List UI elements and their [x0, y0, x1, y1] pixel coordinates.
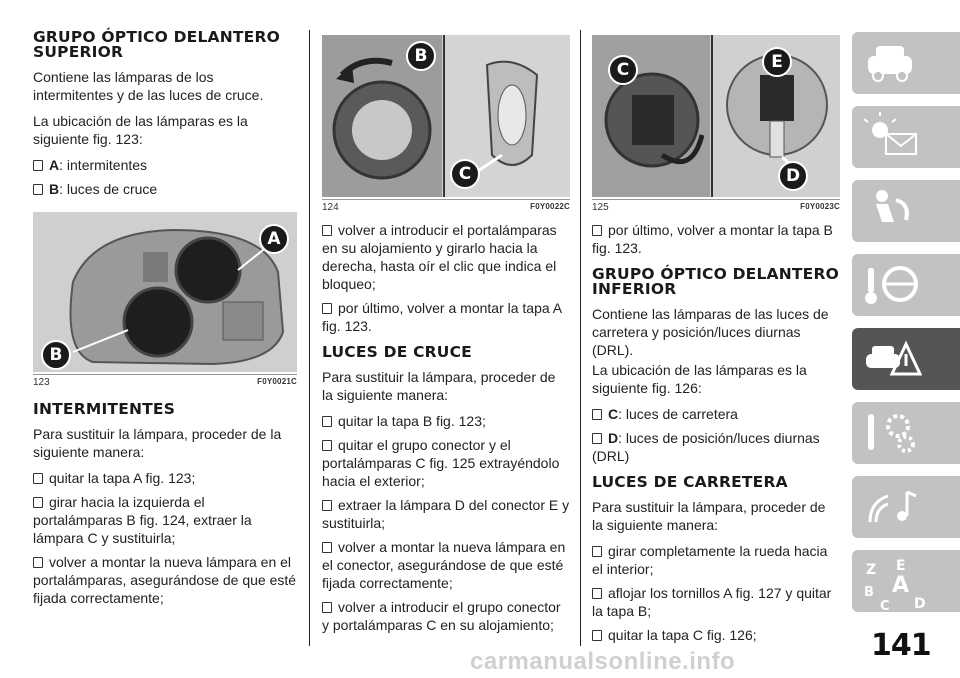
- figure-number: 123: [33, 377, 50, 388]
- watermark: carmanualsonline.info: [470, 648, 736, 675]
- paragraph: La ubicación de las lámparas es la siguiente fig. 126:: [592, 362, 807, 396]
- figure-label-B: B: [41, 340, 71, 370]
- bullet-box-icon: [322, 440, 332, 451]
- figure-code: F0Y0021C: [257, 377, 297, 386]
- legend-item: B: luces de cruce: [33, 180, 297, 198]
- figure-label-D: D: [778, 161, 808, 191]
- figure-caption: [322, 199, 570, 213]
- figure-label-C: C: [608, 55, 638, 85]
- column-3: [592, 35, 840, 650]
- wrench-gears-icon: [862, 408, 922, 458]
- bullet-box-icon: [592, 225, 602, 236]
- step-item: girar hacia la izquierda el portalámparas B fig. 124, extraer la lámpara C y sustituirla;: [33, 494, 252, 546]
- column-divider: [580, 30, 581, 646]
- bullet-box-icon: [592, 409, 602, 420]
- bullet-box-icon: [33, 160, 43, 171]
- svg-text:E: E: [896, 558, 906, 574]
- paragraph: Para sustituir la lámpara, proceder de la siguiente manera:: [33, 426, 282, 460]
- paragraph: Contiene las lámparas de las luces de carretera y posición/luces diurnas (DRL).: [592, 306, 829, 358]
- svg-text:Z: Z: [866, 562, 877, 578]
- tab-multimedia[interactable]: [852, 476, 960, 538]
- section-title-upper-headlamp: GRUPO ÓPTICO DELANTERO SUPERIOR: [33, 28, 280, 61]
- step-item: volver a introducir el grupo conector y portalámparas C en su alojamiento;: [322, 599, 561, 633]
- step-item: volver a introducir el portalámparas en su alojamiento y girarlo hacia la derecha, hasta oír el clic que indica el bloqueo;: [322, 222, 557, 292]
- tab-safety[interactable]: [852, 180, 960, 242]
- key-steering-wheel-icon: [862, 260, 922, 310]
- step-item: por último, volver a montar la tapa A fig. 123.: [322, 300, 562, 334]
- svg-text:B: B: [864, 585, 874, 600]
- paragraph: Para sustituir la lámpara, proceder de la siguiente manera:: [592, 499, 826, 533]
- svg-text:D: D: [914, 596, 926, 612]
- figure-124: [322, 35, 570, 213]
- step-item: extraer la lámpara D del conector E y sustituirla;: [322, 497, 570, 531]
- figure-123: [33, 212, 297, 388]
- step-item: quitar el grupo conector y el portalámparas C fig. 125 extrayéndolo hacia el exterior;: [322, 437, 560, 489]
- column-divider: [309, 30, 310, 646]
- figure-label-C: C: [450, 159, 480, 189]
- tab-warning-lights[interactable]: [852, 106, 960, 168]
- tab-in-an-emergency[interactable]: [852, 328, 960, 390]
- bullet-box-icon: [592, 433, 602, 444]
- column-1: [33, 30, 297, 613]
- chapter-tabs: [852, 32, 960, 617]
- warning-light-message-icon: [862, 112, 922, 162]
- media-satellite-music-icon: [862, 482, 922, 532]
- bullet-box-icon: [322, 416, 332, 427]
- bullet-box-icon: [322, 500, 332, 511]
- tab-index[interactable]: [852, 550, 960, 612]
- seat-airbag-icon: [862, 186, 922, 236]
- page-number: 141: [871, 628, 931, 663]
- paragraph: Contiene las lámparas de los intermitentes y de las luces de cruce.: [33, 69, 264, 103]
- legend-item: C: luces de carretera: [592, 405, 840, 423]
- bullet-box-icon: [322, 602, 332, 613]
- bullet-box-icon: [33, 497, 43, 508]
- bullet-box-icon: [322, 225, 332, 236]
- bulb-holder-illustration: [322, 35, 570, 197]
- figure-code: F0Y0022C: [530, 202, 570, 211]
- connector-image: [592, 35, 840, 197]
- tab-starting-driving[interactable]: [852, 254, 960, 316]
- section-title-lower-headlamp: GRUPO ÓPTICO DELANTERO INFERIOR: [592, 265, 839, 298]
- bullet-box-icon: [322, 303, 332, 314]
- bullet-box-icon: [33, 184, 43, 195]
- legend-item: D: luces de posición/luces diurnas (DRL): [592, 430, 820, 464]
- step-item: quitar la tapa C fig. 126;: [592, 626, 840, 644]
- headlamp-rear-image: [33, 212, 297, 372]
- tab-knowing-your-car[interactable]: [852, 32, 960, 94]
- figure-caption: [33, 374, 297, 388]
- figure-label-A: A: [259, 224, 289, 254]
- step-item: volver a montar la nueva lámpara en el conector, asegurándose de que esté fijada correctamente;: [322, 539, 566, 591]
- figure-label-E: E: [762, 47, 792, 77]
- step-item: girar completamente la rueda hacia el interior;: [592, 543, 828, 577]
- bullet-box-icon: [33, 473, 43, 484]
- paragraph: La ubicación de las lámparas es la siguiente fig. 123:: [33, 113, 248, 147]
- legend-item: A: intermitentes: [33, 156, 297, 174]
- step-item: aflojar los tornillos A fig. 127 y quitar la tapa B;: [592, 585, 832, 619]
- figure-label-B: B: [406, 41, 436, 71]
- bullet-box-icon: [592, 630, 602, 641]
- bulb-holder-image: [322, 35, 570, 197]
- car-breakdown-icon: [862, 334, 922, 384]
- step-item: quitar la tapa A fig. 123;: [33, 469, 297, 487]
- figure-number: 124: [322, 202, 339, 213]
- figure-caption: [592, 199, 840, 213]
- figure-number: 125: [592, 202, 609, 213]
- index-letters-icon: [862, 556, 952, 612]
- figure-code: F0Y0023C: [800, 202, 840, 211]
- svg-text:A: A: [892, 573, 910, 598]
- section-title-high-beam: LUCES DE CARRETERA: [592, 473, 788, 491]
- step-item: por último, volver a montar la tapa B fig. 123.: [592, 222, 833, 256]
- bullet-box-icon: [322, 542, 332, 553]
- bullet-box-icon: [33, 557, 43, 568]
- headlamp-rear-illustration: [33, 212, 297, 372]
- section-title-low-beam: LUCES DE CRUCE: [322, 343, 472, 361]
- figure-125: [592, 35, 840, 213]
- bullet-box-icon: [592, 588, 602, 599]
- paragraph: Para sustituir la lámpara, proceder de la siguiente manera:: [322, 369, 556, 403]
- section-title-indicators: INTERMITENTES: [33, 400, 176, 418]
- step-item: quitar la tapa B fig. 123;: [322, 412, 570, 430]
- car-dashboard-icon: [862, 38, 922, 88]
- svg-text:C: C: [880, 599, 890, 612]
- column-2: [322, 35, 570, 640]
- bullet-box-icon: [592, 546, 602, 557]
- step-item: volver a montar la nueva lámpara en el portalámparas, asegurándose de que esté fijada correctamente;: [33, 554, 297, 606]
- tab-servicing[interactable]: [852, 402, 960, 464]
